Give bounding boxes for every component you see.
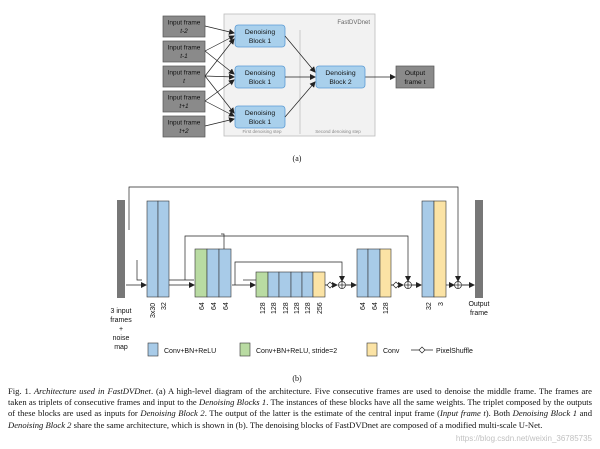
input-frame-label: Input frame (167, 19, 201, 27)
mid-label-3: 128 (294, 302, 301, 314)
dec2-layer-1 (368, 249, 380, 297)
mid-label-4: 128 (305, 302, 312, 314)
enc1-layer-0 (147, 201, 158, 297)
enc2-label-0: 64 (199, 302, 206, 310)
input-frame-0 (163, 16, 205, 37)
caption-emph-5: Denoising Block 2 (8, 419, 72, 430)
mid-layer-4 (302, 272, 313, 297)
fastdvdnet-title: FastDVDnet (337, 20, 370, 26)
legend-swatch-conv-bn-relu-stride2 (240, 343, 250, 356)
caption-text-4: ). Both (485, 408, 513, 419)
block-label: Block 1 (248, 119, 272, 126)
enc2-label-2: 64 (223, 302, 230, 310)
dec1-label-0: 32 (426, 302, 433, 310)
input-frames-bar (117, 200, 125, 298)
input-label-line-4: map (114, 344, 128, 351)
channel-labels (150, 302, 445, 318)
diagram-b (110, 187, 489, 383)
dec1-layer-1 (434, 201, 446, 297)
caption-text-3: . The output of the latter is the estimate of the central input frame ( (204, 408, 441, 419)
block-label: Denoising (244, 70, 276, 77)
mid-layer-5 (313, 272, 325, 297)
caption-text-2: . The instances of these blocks have all the same weights. The triplet composed by the outputs of these blocks are used as inputs for (8, 397, 592, 419)
denoising-block-1-middle (235, 66, 285, 88)
enc1-label-0: 3x30 (150, 302, 157, 318)
enc1-layer-1 (158, 201, 169, 297)
legend-swatch-conv-bn-relu (148, 343, 158, 356)
mid-label-2: 128 (283, 302, 290, 314)
pixelshuffle-node-mid (327, 282, 333, 288)
input-label-line-2: + (118, 326, 124, 333)
diagram-a (163, 14, 434, 163)
subfigure-b-label: (b) (292, 374, 302, 383)
input-frame-label: Input frame (167, 119, 201, 127)
legend (148, 343, 473, 356)
decoder-level-1 (422, 201, 446, 297)
output-frame (396, 66, 434, 88)
mid-label-5: 256 (317, 302, 324, 314)
caption-emph-2: Denoising Block 2 (140, 408, 205, 419)
denoising-block-2 (316, 66, 365, 88)
subfigure-a-label: (a) (292, 154, 302, 163)
input-frame-1 (163, 41, 205, 62)
first-step-label: First denoising step (242, 129, 282, 134)
input-frame-label: Input frame (167, 94, 201, 102)
input-label-line-1: frames (110, 317, 132, 324)
legend-label-conv-bn-relu-stride2: Conv+BN+ReLU, stride=2 (256, 348, 338, 355)
figure-caption (8, 386, 592, 431)
legend-label-conv: Conv (383, 348, 400, 355)
dec2-layer-2 (380, 249, 391, 297)
dec1-label-1: 3 (438, 302, 445, 306)
input-frame-index: t+2 (179, 128, 189, 135)
denoising-block-1-top (235, 25, 285, 47)
caption-text-5: and (577, 408, 593, 419)
middle-level (256, 272, 325, 297)
caption-text-1: . (a) A high-level diagram of the architecture. Five consecutive frames are used to denoise the middle frame. The frames are taken as triplets of consecutive frames and input to the (8, 386, 592, 408)
input-frame-2 (163, 66, 205, 87)
output-label: Output (404, 70, 426, 77)
block-label: Block 1 (248, 38, 272, 45)
input-frame-3 (163, 91, 205, 112)
dec1-layer-0 (422, 201, 434, 297)
legend-label-conv-bn-relu: Conv+BN+ReLU (164, 348, 217, 355)
input-frame-label: Input frame (167, 69, 201, 77)
pixelshuffle-node-dec2 (393, 282, 399, 288)
caption-emph-4: Denoising Block 1 (512, 408, 578, 419)
dec2-label-1: 64 (372, 302, 379, 310)
input-frame-label: Input frame (167, 44, 201, 52)
enc2-label-1: 64 (211, 302, 218, 310)
input-frame-index: t (183, 78, 185, 85)
dec2-layer-0 (357, 249, 368, 297)
block-label: Block 2 (329, 79, 352, 86)
legend-swatch-conv (367, 343, 377, 356)
block-label: Denoising (244, 110, 276, 117)
output-frame-bar (475, 200, 483, 298)
dec2-label-2: 128 (383, 302, 390, 314)
block-label: Denoising (244, 29, 276, 36)
watermark: https://blog.csdn.net/weixin_36785735 (455, 434, 592, 443)
mid-layer-2 (279, 272, 291, 297)
encoder-level-2 (195, 249, 231, 297)
mid-layer-1 (268, 272, 279, 297)
denoising-block-1-bottom (235, 106, 285, 128)
mid-layer-0 (256, 272, 268, 297)
caption-emph-1: Denoising Blocks 1 (199, 397, 267, 408)
second-step-label: Second denoising step (315, 129, 361, 134)
mid-label-0: 128 (260, 302, 267, 314)
enc1-label-1: 32 (161, 302, 168, 310)
block-label: Denoising (325, 70, 356, 77)
enc2-layer-1 (207, 249, 219, 297)
block-label: Block 1 (248, 79, 272, 86)
input-frame-index: t-1 (180, 53, 188, 60)
caption-fig-number: Fig. 1. (8, 386, 31, 396)
input-frame-4 (163, 116, 205, 137)
encoder-level-1 (147, 201, 169, 297)
output-label-line-1: frame (470, 310, 488, 317)
mid-layer-3 (291, 272, 302, 297)
caption-title: Architecture used in FastDVDnet (33, 386, 151, 396)
input-label-line-0: 3 input (110, 308, 132, 315)
input-frame-index: t+1 (179, 103, 189, 110)
mid-label-1: 128 (271, 302, 278, 314)
legend-label-pixelshuffle: PixelShuffle (436, 348, 473, 355)
input-label-line-3: noise (112, 335, 130, 342)
enc2-layer-0 (195, 249, 207, 297)
output-label-line-0: Output (468, 301, 490, 308)
caption-text-6: share the same architecture, which is shown in (b). The denoising blocks of FastDVDnet are composed of a modified multi-scale U-Net. (71, 419, 543, 430)
legend-pixelshuffle-diamond (419, 347, 425, 353)
dec2-label-0: 64 (360, 302, 367, 310)
enc2-layer-2 (219, 249, 231, 297)
decoder-level-2 (357, 249, 391, 297)
caption-emph-3: Input frame t (440, 408, 486, 419)
input-frame-index: t-2 (180, 28, 188, 35)
output-label: frame t (404, 79, 426, 86)
